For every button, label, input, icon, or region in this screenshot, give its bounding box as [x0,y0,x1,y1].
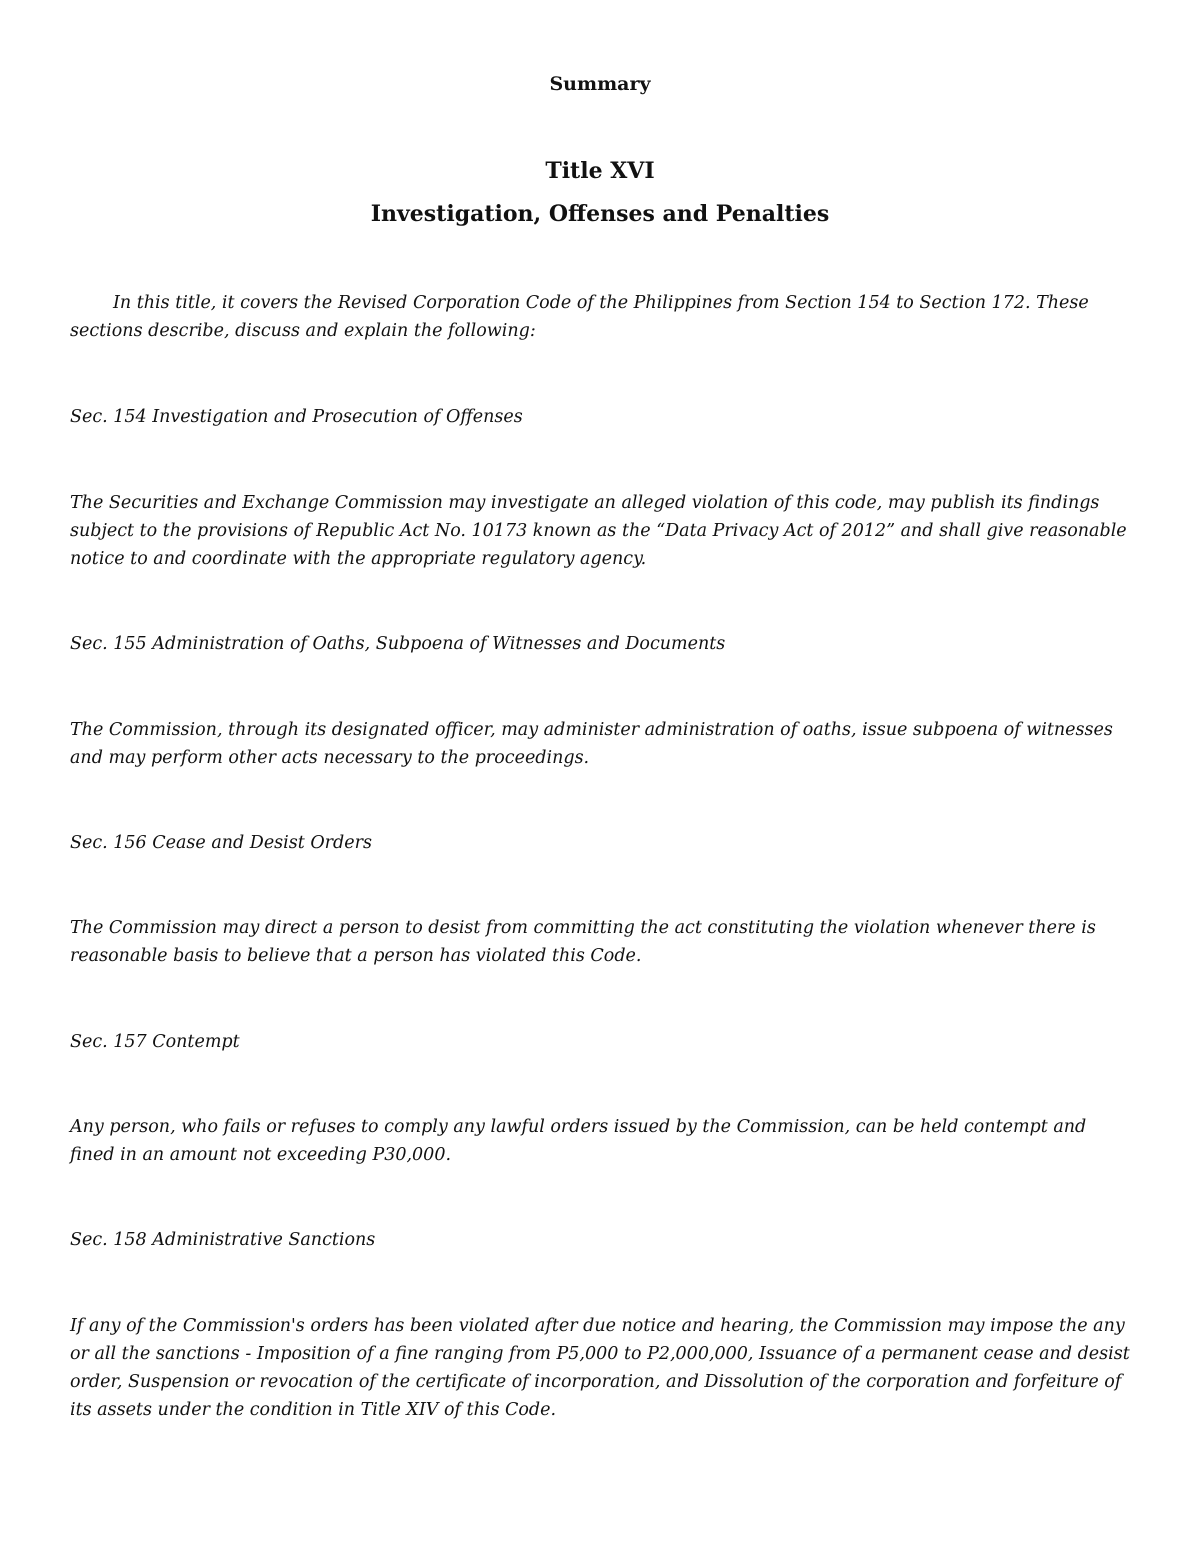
section-156-body: The Commission may direct a person to desist from committing the act constituting the violation whenever there is reasonable basis to believe that a person has violated this Code. [70,918,1096,966]
section-155-body: The Commission, through its designated officer, may administer administration of oaths, issue subpoena of witnesses and may perform other acts necessary to the proceedings. [70,720,1113,768]
section-154-heading: Sec. 154 Investigation and Prosecution of Offenses [70,407,523,427]
section-156-heading: Sec. 156 Cease and Desist Orders [70,833,372,853]
section-158-body: If any of the Commission's orders has been violated after due notice and hearing, the Commission may impose the any or all the sanctions - Imposition of a fine ranging from P5,000 to P2,000,000, Issuance of a permanent cease and desist order, Suspension or revocation of the certificate of incorporation, and Dissolution of the corporation and forfeiture of its assets under the condition in Title XIV of this Code. [70,1316,1130,1420]
section-158-heading: Sec. 158 Administrative Sanctions [70,1230,376,1250]
title-number: Title XVI [545,158,655,184]
section-157-heading: Sec. 157 Contempt [70,1032,240,1052]
section-157-body: Any person, who fails or refuses to comply any lawful orders issued by the Commission, can be held contempt and fined in an amount not exceeding P30,000. [70,1117,1087,1165]
section-154-body: The Securities and Exchange Commission may investigate an alleged violation of this code, may publish its findings subject to the provisions of Republic Act No. 10173 known as the “Data Privacy Act of 2012” and shall give reasonable notice to and coordinate with the appropriate regulatory agency. [70,493,1127,569]
intro-paragraph: In this title, it covers the Revised Corporation Code of the Philippines from Section 154 to Section 172. These sections describe, discuss and explain the following: [70,293,1089,341]
section-155-heading: Sec. 155 Administration of Oaths, Subpoena of Witnesses and Documents [70,634,726,654]
summary-heading: Summary [549,73,651,95]
title-name: Investigation, Offenses and Penalties [370,201,830,227]
